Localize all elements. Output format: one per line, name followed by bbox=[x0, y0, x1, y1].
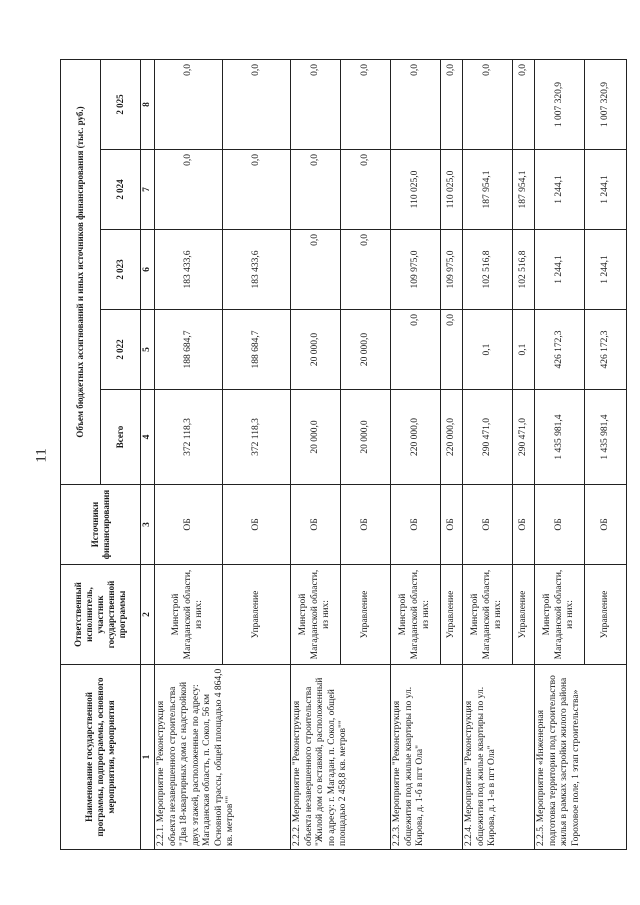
source: ОБ bbox=[513, 485, 535, 565]
amount-2022: 20 000,0 bbox=[291, 310, 341, 390]
col-index: 5 bbox=[141, 310, 155, 390]
header-source: Источники финансирования bbox=[61, 485, 141, 565]
source: ОБ bbox=[585, 485, 627, 565]
amount-2025: 0,0 bbox=[223, 60, 291, 150]
amount-2022: 188 684,7 bbox=[155, 310, 223, 390]
header-2022: 2 022 bbox=[101, 310, 141, 390]
table-row bbox=[463, 60, 513, 850]
total: 1 435 981,4 bbox=[585, 390, 627, 485]
amount-2025: 0,0 bbox=[291, 60, 341, 150]
executor: Управление bbox=[585, 565, 627, 665]
amount-2023: 0,0 bbox=[341, 230, 391, 310]
total: 372 118,3 bbox=[155, 390, 223, 485]
source: ОБ bbox=[441, 485, 463, 565]
amount-2022: 188 684,7 bbox=[223, 310, 291, 390]
amount-2023: 102 516,8 bbox=[513, 230, 535, 310]
table-container bbox=[60, 60, 610, 850]
executor: Минстрой Магаданской области, из них: bbox=[463, 565, 513, 665]
executor: Минстрой Магаданской области, из них: bbox=[291, 565, 341, 665]
header-name: Наименование государственной программы, подпрограммы, основного мероприятия, мероприятия bbox=[61, 665, 141, 850]
page-number: 11 bbox=[33, 448, 50, 463]
amount-2023: 1 244,1 bbox=[535, 230, 585, 310]
measure-name: 2.2.1. Мероприятие "Реконструкция объекта незавершенного строительства "Два 18-квартирных дома с надстройкой двух этажей, расположенные по адресу: Магаданская область, п. Сокол, 56 км Основной трассы, общей площадью 4 864,0 кв. метров"" bbox=[155, 665, 291, 850]
source: ОБ bbox=[291, 485, 341, 565]
source: ОБ bbox=[391, 485, 441, 565]
total: 220 000,0 bbox=[391, 390, 441, 485]
total: 220 000,0 bbox=[441, 390, 463, 485]
total: 20 000,0 bbox=[291, 390, 341, 485]
table-row bbox=[391, 60, 441, 850]
col-index: 3 bbox=[141, 485, 155, 565]
executor: Управление bbox=[513, 565, 535, 665]
amount-2024: 1 244,1 bbox=[585, 150, 627, 230]
table-row bbox=[155, 60, 223, 850]
total: 20 000,0 bbox=[341, 390, 391, 485]
source: ОБ bbox=[155, 485, 223, 565]
amount-2023: 102 516,8 bbox=[463, 230, 513, 310]
amount-2022: 0,0 bbox=[391, 310, 441, 390]
amount-2025: 1 007 320,9 bbox=[585, 60, 627, 150]
header-volume: Объем бюджетных ассигнований и иных источников финансирования (тыс. руб.) bbox=[61, 60, 101, 485]
amount-2023: 0,0 bbox=[291, 230, 341, 310]
measure-name: 2.2.2. Мероприятие "Реконструкция объекта незавершенного строительства "Жилой дом со вставкой, расположенный по адресу: г. Магадан, п. Сокол, общей площадью 2 458,8 кв. метров"" bbox=[291, 665, 391, 850]
header-total: Всего bbox=[101, 390, 141, 485]
amount-2024: 187 954,1 bbox=[513, 150, 535, 230]
amount-2025: 0,0 bbox=[155, 60, 223, 150]
table-row bbox=[291, 60, 341, 850]
measure-name: 2.2.5. Мероприятие «Инженерная подготовка территории под строительство жилья в рамках застройки жилого района Гороховое поле, 1 этап строительства» bbox=[535, 665, 627, 850]
amount-2025: 1 007 320,9 bbox=[535, 60, 585, 150]
table-body bbox=[155, 60, 627, 850]
executor: Управление bbox=[223, 565, 291, 665]
col-index: 2 bbox=[141, 565, 155, 665]
total: 372 118,3 bbox=[223, 390, 291, 485]
measure-name: 2.2.3. Мероприятие "Реконструкция общежития под жилые квартиры по ул. Кирова, д. 1-б в пгт Ола" bbox=[391, 665, 463, 850]
header-2024: 2 024 bbox=[101, 150, 141, 230]
amount-2023: 183 433,6 bbox=[223, 230, 291, 310]
amount-2024: 0,0 bbox=[223, 150, 291, 230]
executor: Минстрой Магаданской области, из них: bbox=[391, 565, 441, 665]
amount-2024: 110 025,0 bbox=[391, 150, 441, 230]
col-index: 7 bbox=[141, 150, 155, 230]
total: 1 435 981,4 bbox=[535, 390, 585, 485]
amount-2023: 109 975,0 bbox=[441, 230, 463, 310]
amount-2024: 0,0 bbox=[291, 150, 341, 230]
amount-2025: 0,0 bbox=[391, 60, 441, 150]
col-index: 1 bbox=[141, 665, 155, 850]
table-row bbox=[535, 60, 585, 850]
source: ОБ bbox=[223, 485, 291, 565]
amount-2025: 0,0 bbox=[341, 60, 391, 150]
amount-2022: 0,0 bbox=[441, 310, 463, 390]
header-2023: 2 023 bbox=[101, 230, 141, 310]
amount-2022: 0,1 bbox=[463, 310, 513, 390]
amount-2025: 0,0 bbox=[463, 60, 513, 150]
executor: Минстрой Магаданской области, из них: bbox=[535, 565, 585, 665]
col-index: 8 bbox=[141, 60, 155, 150]
executor: Минстрой Магаданской области, из них: bbox=[155, 565, 223, 665]
executor: Управление bbox=[441, 565, 463, 665]
col-index: 4 bbox=[141, 390, 155, 485]
source: ОБ bbox=[535, 485, 585, 565]
amount-2025: 0,0 bbox=[513, 60, 535, 150]
header-2025: 2 025 bbox=[101, 60, 141, 150]
source: ОБ bbox=[463, 485, 513, 565]
column-index-row bbox=[141, 60, 155, 850]
financing-table bbox=[60, 59, 627, 850]
amount-2022: 0,1 bbox=[513, 310, 535, 390]
amount-2024: 1 244,1 bbox=[535, 150, 585, 230]
amount-2024: 187 954,1 bbox=[463, 150, 513, 230]
total: 290 471,0 bbox=[513, 390, 535, 485]
amount-2025: 0,0 bbox=[441, 60, 463, 150]
amount-2024: 110 025,0 bbox=[441, 150, 463, 230]
measure-name: 2.2.4. Мероприятие "Реконструкция общежития под жилые квартиры по ул. Кирова, д. 1-в в пгт Ола" bbox=[463, 665, 535, 850]
col-index: 6 bbox=[141, 230, 155, 310]
executor: Управление bbox=[341, 565, 391, 665]
header-executor: Ответственный исполнитель, участник государственной программы bbox=[61, 565, 141, 665]
amount-2022: 426 172,3 bbox=[585, 310, 627, 390]
amount-2022: 20 000,0 bbox=[341, 310, 391, 390]
amount-2024: 0,0 bbox=[341, 150, 391, 230]
amount-2022: 426 172,3 bbox=[535, 310, 585, 390]
amount-2023: 109 975,0 bbox=[391, 230, 441, 310]
source: ОБ bbox=[341, 485, 391, 565]
total: 290 471,0 bbox=[463, 390, 513, 485]
amount-2023: 183 433,6 bbox=[155, 230, 223, 310]
amount-2024: 0,0 bbox=[155, 150, 223, 230]
amount-2023: 1 244,1 bbox=[585, 230, 627, 310]
